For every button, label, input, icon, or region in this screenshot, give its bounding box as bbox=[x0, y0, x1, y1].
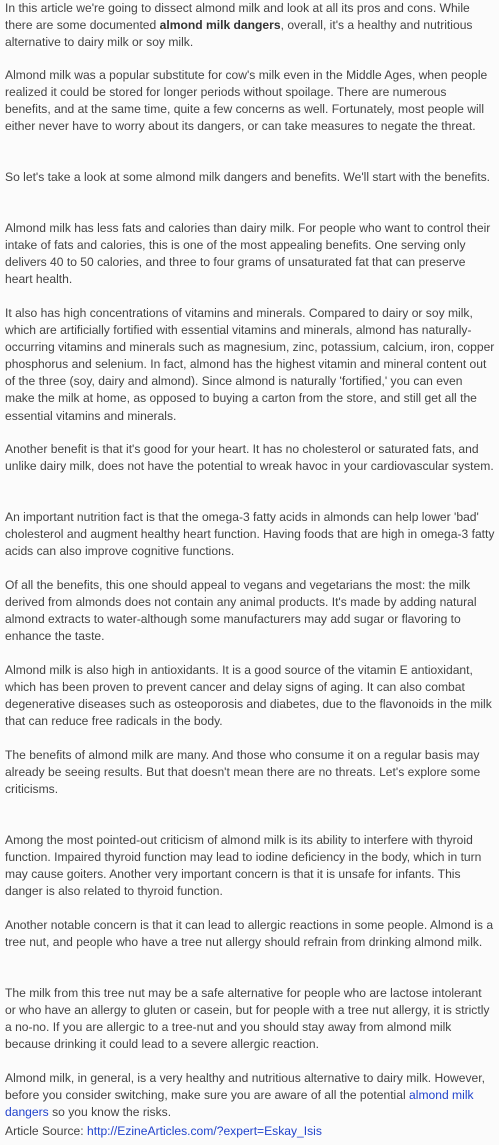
bold-keyword: almond milk dangers bbox=[159, 18, 281, 33]
paragraph-vegan: Of all the benefits, this one should appeal to vegans and vegetarians the most: the milk derived from almonds does not contain any animal products. It's made by adding natural almond extracts to water-although some manufacturers may add sugar or flavoring to enhance the taste. bbox=[5, 578, 477, 644]
paragraph-antioxidants: Almond milk is also high in antioxidants. It is a good source of the vitamin E antioxidant, which has been proven to prevent cancer and delay signs of aging. It can also combat degenerative diseases such as osteoporosis and diabetes, due to the flavonoids in the milk that can reduce free radicals in the body. bbox=[5, 663, 492, 729]
almond-milk-dangers-link[interactable]: almond milk dangers bbox=[5, 1088, 474, 1120]
paragraph-fats-calories: Almond milk has less fats and calories than dairy milk. For people who want to control their intake of fats and calories, this is one of the most appealing benefits. One serving only delivers 40 to 50 calories, and three to four grams of unsaturated fat that can preserve heart health. bbox=[5, 221, 491, 287]
paragraph-heart: Another benefit is that it's good for your heart. It has no cholesterol or saturated fats, and unlike dairy milk, does not have the potential to wreak havoc in your cardiovascular system. bbox=[5, 442, 494, 474]
paragraph-benefits-summary: The benefits of almond milk are many. And those who consume it on a regular basis may already be seeing results. But that doesn't mean there are no threats. Let's explore some criticisms. bbox=[5, 748, 481, 797]
paragraph-history: Almond milk was a popular substitute for cow's milk even in the Middle Ages, when people realized it could be stored for longer periods without spoilage. There are numerous benefits, and at the same time, quite a few concerns as well. Fortunately, most people will either never have to worry about its dangers, or can take measures to negate the threat. bbox=[5, 68, 488, 134]
article-source bbox=[5, 1123, 495, 1140]
article-source-label: Article Source: bbox=[5, 1124, 87, 1138]
paragraph-allergy: Another notable concern is that it can lead to allergic reactions in some people. Almond is a tree nut, and people who have a tree nut allergy should refrain from drinking almond milk. bbox=[5, 918, 494, 950]
paragraph-overview: So let's take a look at some almond milk dangers and benefits. We'll start with the benefits. bbox=[5, 170, 491, 184]
paragraph-thyroid: Among the most pointed-out criticism of almond milk is its ability to interfere with thyroid function. Impaired thyroid function may lead to iodine deficiency in the body, which in turn may cause goiters. Another very important concern is that it is unsafe for infants. This danger is also related to thyroid function. bbox=[5, 833, 482, 899]
paragraph-tree-nut: The milk from this tree nut may be a safe alternative for people who are lactose intolerant or who have an allergy to gluten or casein, but for people with a tree nut allergy, it is strictly a no-no. If you are allergic to a tree-nut and you should stay away from almond milk because drinking it could lead to a severe allergic reaction. bbox=[5, 986, 490, 1052]
conclusion-text-start: Almond milk, in general, is a very healthy and nutritious alternative to dairy milk. However, before you consider switching, make sure you are aware of all the potential bbox=[5, 1071, 485, 1103]
paragraph-vitamins-minerals: It also has high concentrations of vitamins and minerals. Compared to dairy or soy milk, which are artificially fortified with essential vitamins and minerals, almond has naturally-occurring vitamins and minerals such as magnesium, zinc, potassium, calcium, iron, copper phosphorus and selenium. In fact, almond has the highest vitamin and mineral content out of the three (soy, dairy and almond). Since almond is naturally 'fortified,' you can even make the milk at home, as opposed to buying a carton from the store, and still get all the essential vitamins and minerals. bbox=[5, 306, 495, 423]
article-source-link[interactable]: http://EzineArticles.com/?expert=Eskay_Isis bbox=[87, 1124, 322, 1138]
intro-text-end: , overall, it's a healthy and nutritious alternative to dairy milk or soy milk. bbox=[5, 18, 473, 50]
intro-text-start: In this article we're going to dissect almond milk and look at all its pros and cons. While there are some documented bbox=[5, 1, 470, 33]
paragraph-conclusion bbox=[5, 1070, 495, 1121]
paragraph-omega3: An important nutrition fact is that the omega-3 fatty acids in almonds can help lower 'bad' cholesterol and augment healthy heart function. Having foods that are high in omega-3 fatty acids can also improve cognitive functions. bbox=[5, 510, 495, 559]
paragraph-intro bbox=[5, 0, 495, 51]
conclusion-text-end: so you know the risks. bbox=[48, 1105, 172, 1120]
